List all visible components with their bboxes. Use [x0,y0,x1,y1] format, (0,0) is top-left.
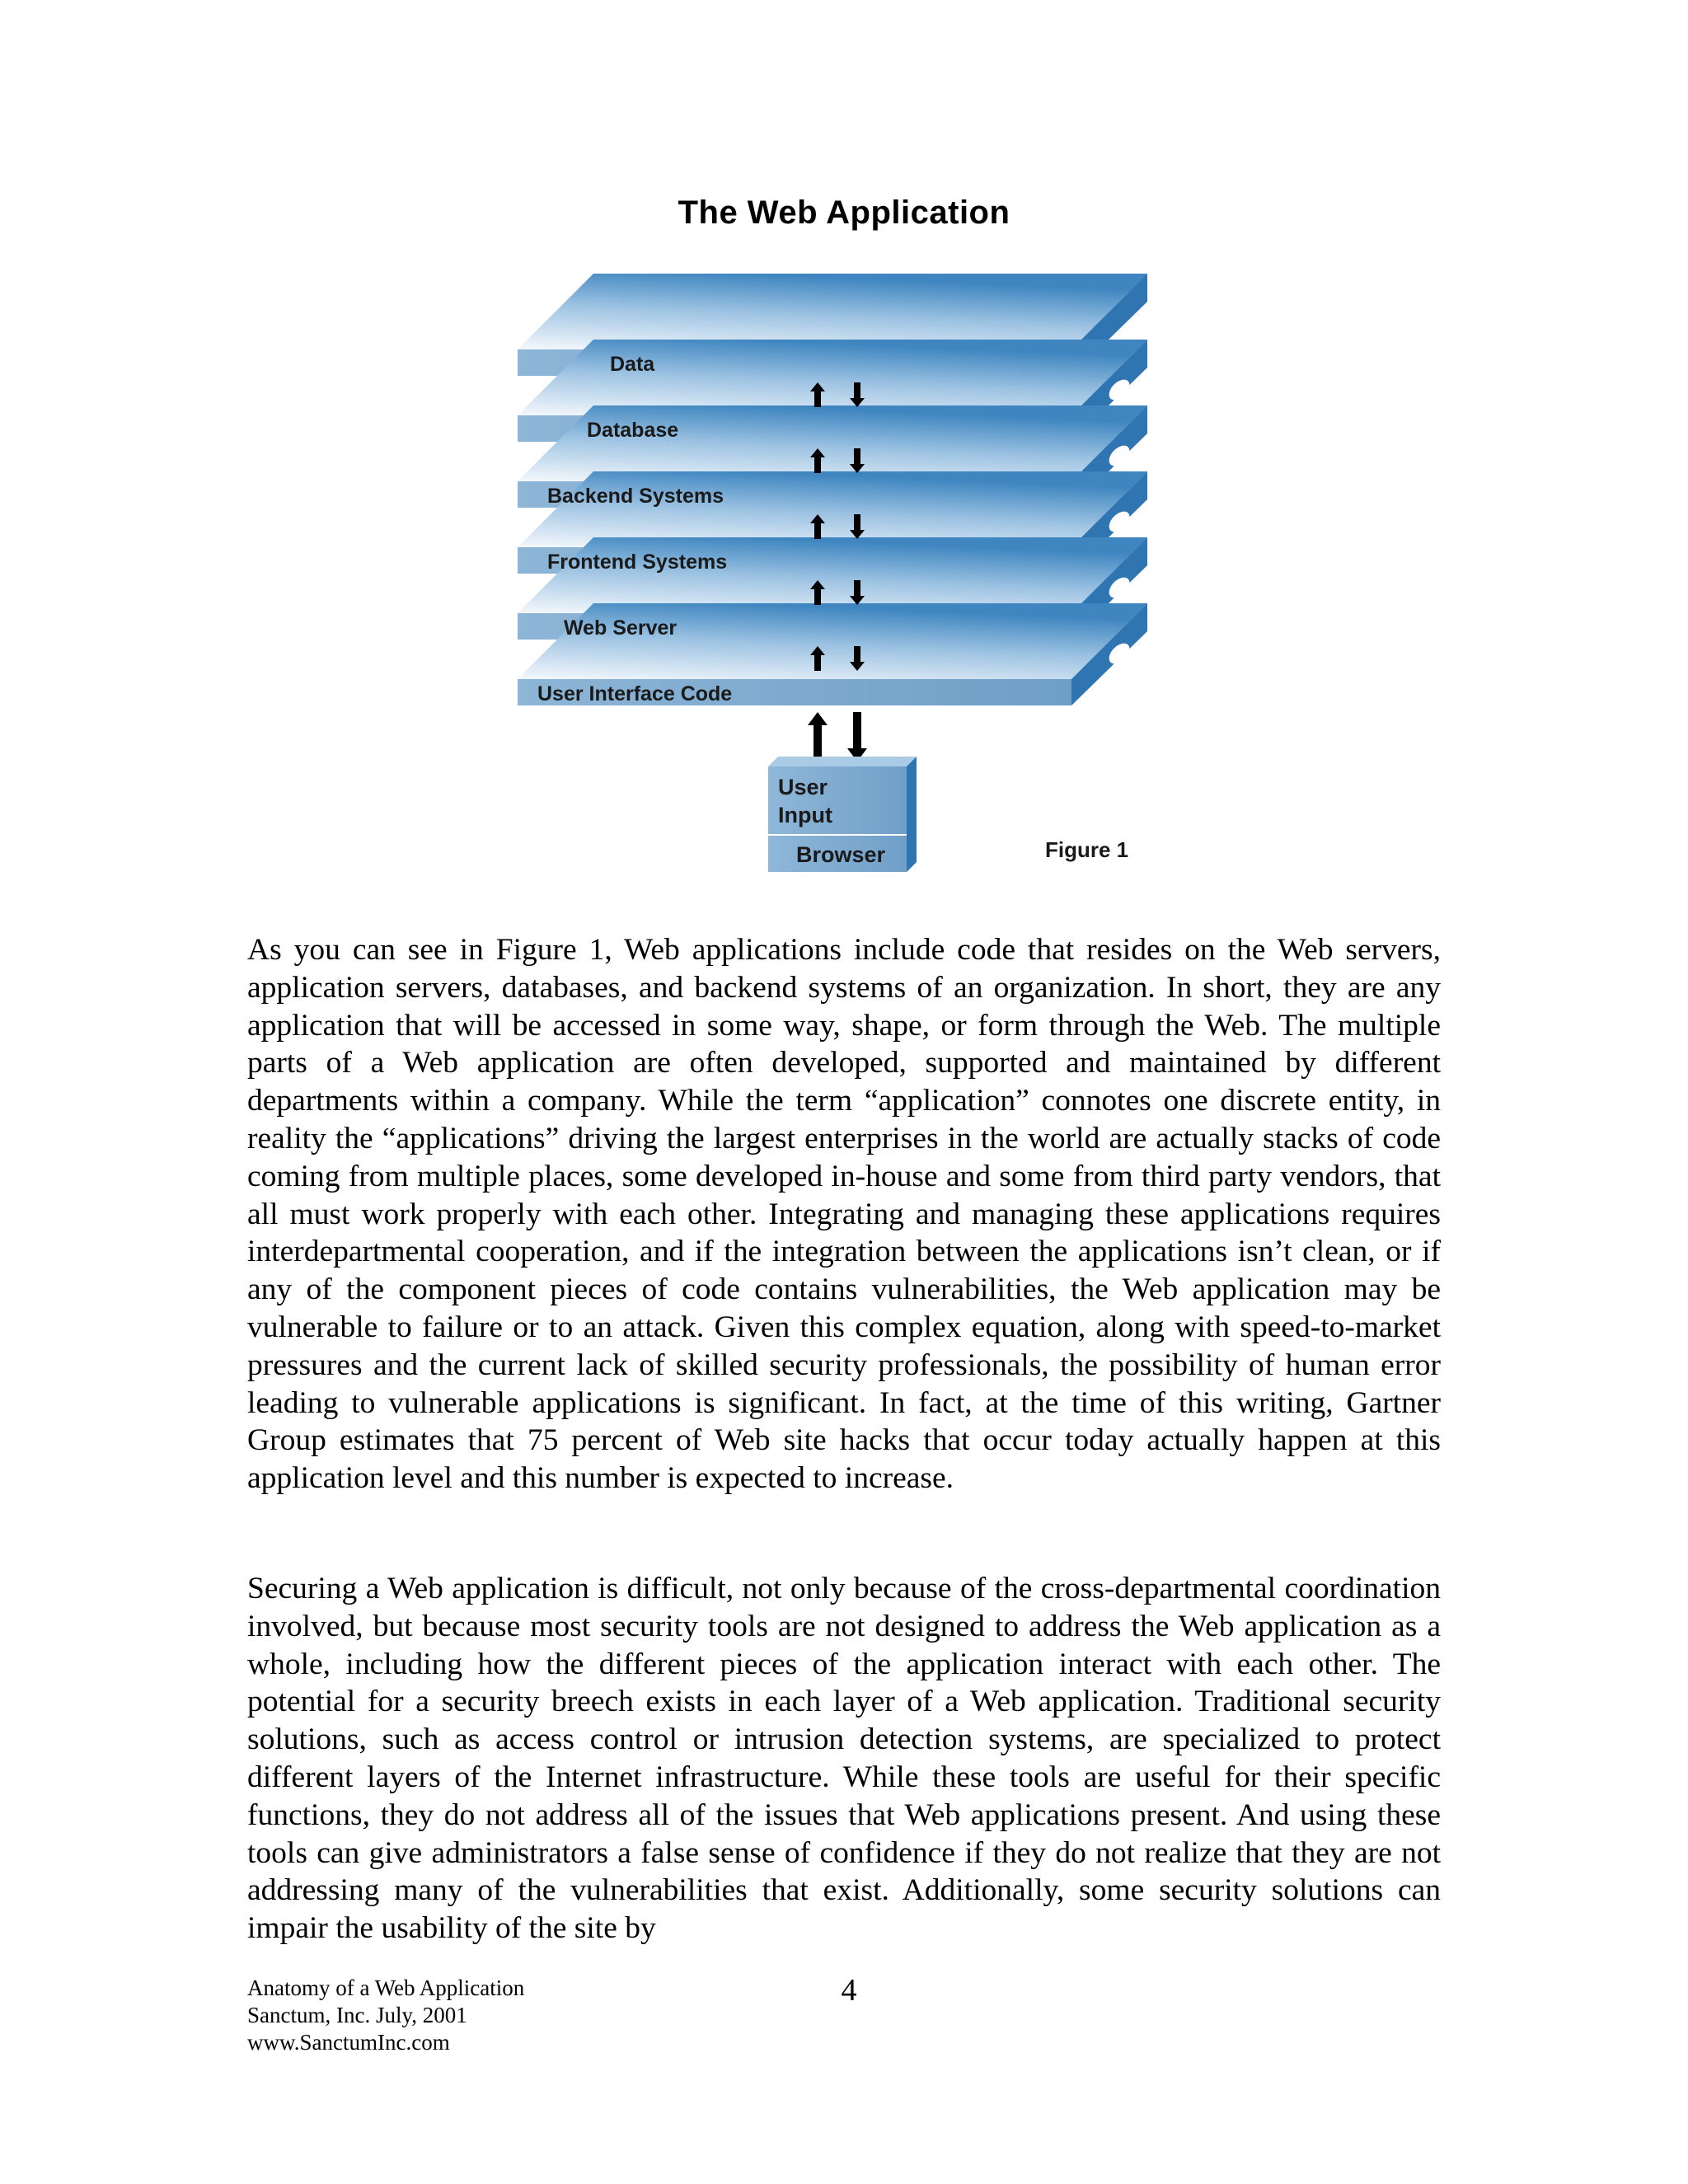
layer-label-web-server: Web Server [564,616,678,640]
user-input-label-line2: Input [778,803,832,827]
footer-info [247,1975,524,2056]
figure-title: The Web Application [678,194,1010,231]
page-number: 4 [841,1973,857,2008]
body-paragraph-1: As you can see in Figure 1, Web applications include code that resides on the Web servers, application servers, databases, and backend systems of an organization. In short, they are any application that will be accessed in some way, shape, or form through the Web. The multiple parts of a Web application are often developed, supported and maintained by different departments within a company. While the term “application” connotes one discrete entity, in reality the “applications” driving the largest enterprises in the world are actually stacks of code coming from multiple places, some developed in-house and some from third party vendors, that all must work properly with each other. Integrating and managing these applications requires interdepartmental cooperation, and if the integration between the applications isn’t clean, or if any of the component pieces of code contains vulnerabilities, the Web application may be vulnerable to failure or to an attack. Given this complex equation, along with speed-to-market pressures and the current lack of skilled security professionals, the possibility of human error leading to vulnerable applications is significant. In fact, at the time of this writing, Gartner Group estimates that 75 percent of Web site hacks that occur today actually happen at this application level and this number is expected to increase. [247,933,1441,1496]
browser-label: Browser [796,842,886,867]
body-paragraph-2: Securing a Web application is difficult, not only because of the cross-departmental coordination involved, but because most security tools are not designed to address the Web application as a whole, including how the different pieces of the application interact with each other. The potential for a security breech exists in each layer of a Web application. Traditional security solutions, such as access control or intrusion detection systems, are specialized to protect different layers of the Internet infrastructure. While these tools are useful for their specific functions, they do not address all of the issues that Web applications present. And using these tools can give administrators a false sense of confidence if they do not realize that they are not addressing many of the vulnerabilities that exist. Additionally, some security solutions can impair the usability of the site by [247,1572,1441,1946]
arrow-pair-large [808,712,867,762]
footer-company-date: Sanctum, Inc. July, 2001 [247,2003,467,2027]
layer-label-user-interface-code: User Interface Code [537,682,733,705]
layer-label-frontend-systems: Frontend Systems [547,551,728,574]
layer-label-backend-systems: Backend Systems [547,485,724,508]
web-application-diagram [495,262,1203,872]
layer-label-data: Data [610,353,655,376]
user-input-label [778,773,832,829]
layer-label-database: Database [587,419,679,442]
user-input-label-line1: User [778,775,828,799]
figure-caption: Figure 1 [1045,837,1129,862]
footer-doc-title: Anatomy of a Web Application [247,1975,525,2000]
footer-website: www.SanctumInc.com [247,2030,450,2055]
